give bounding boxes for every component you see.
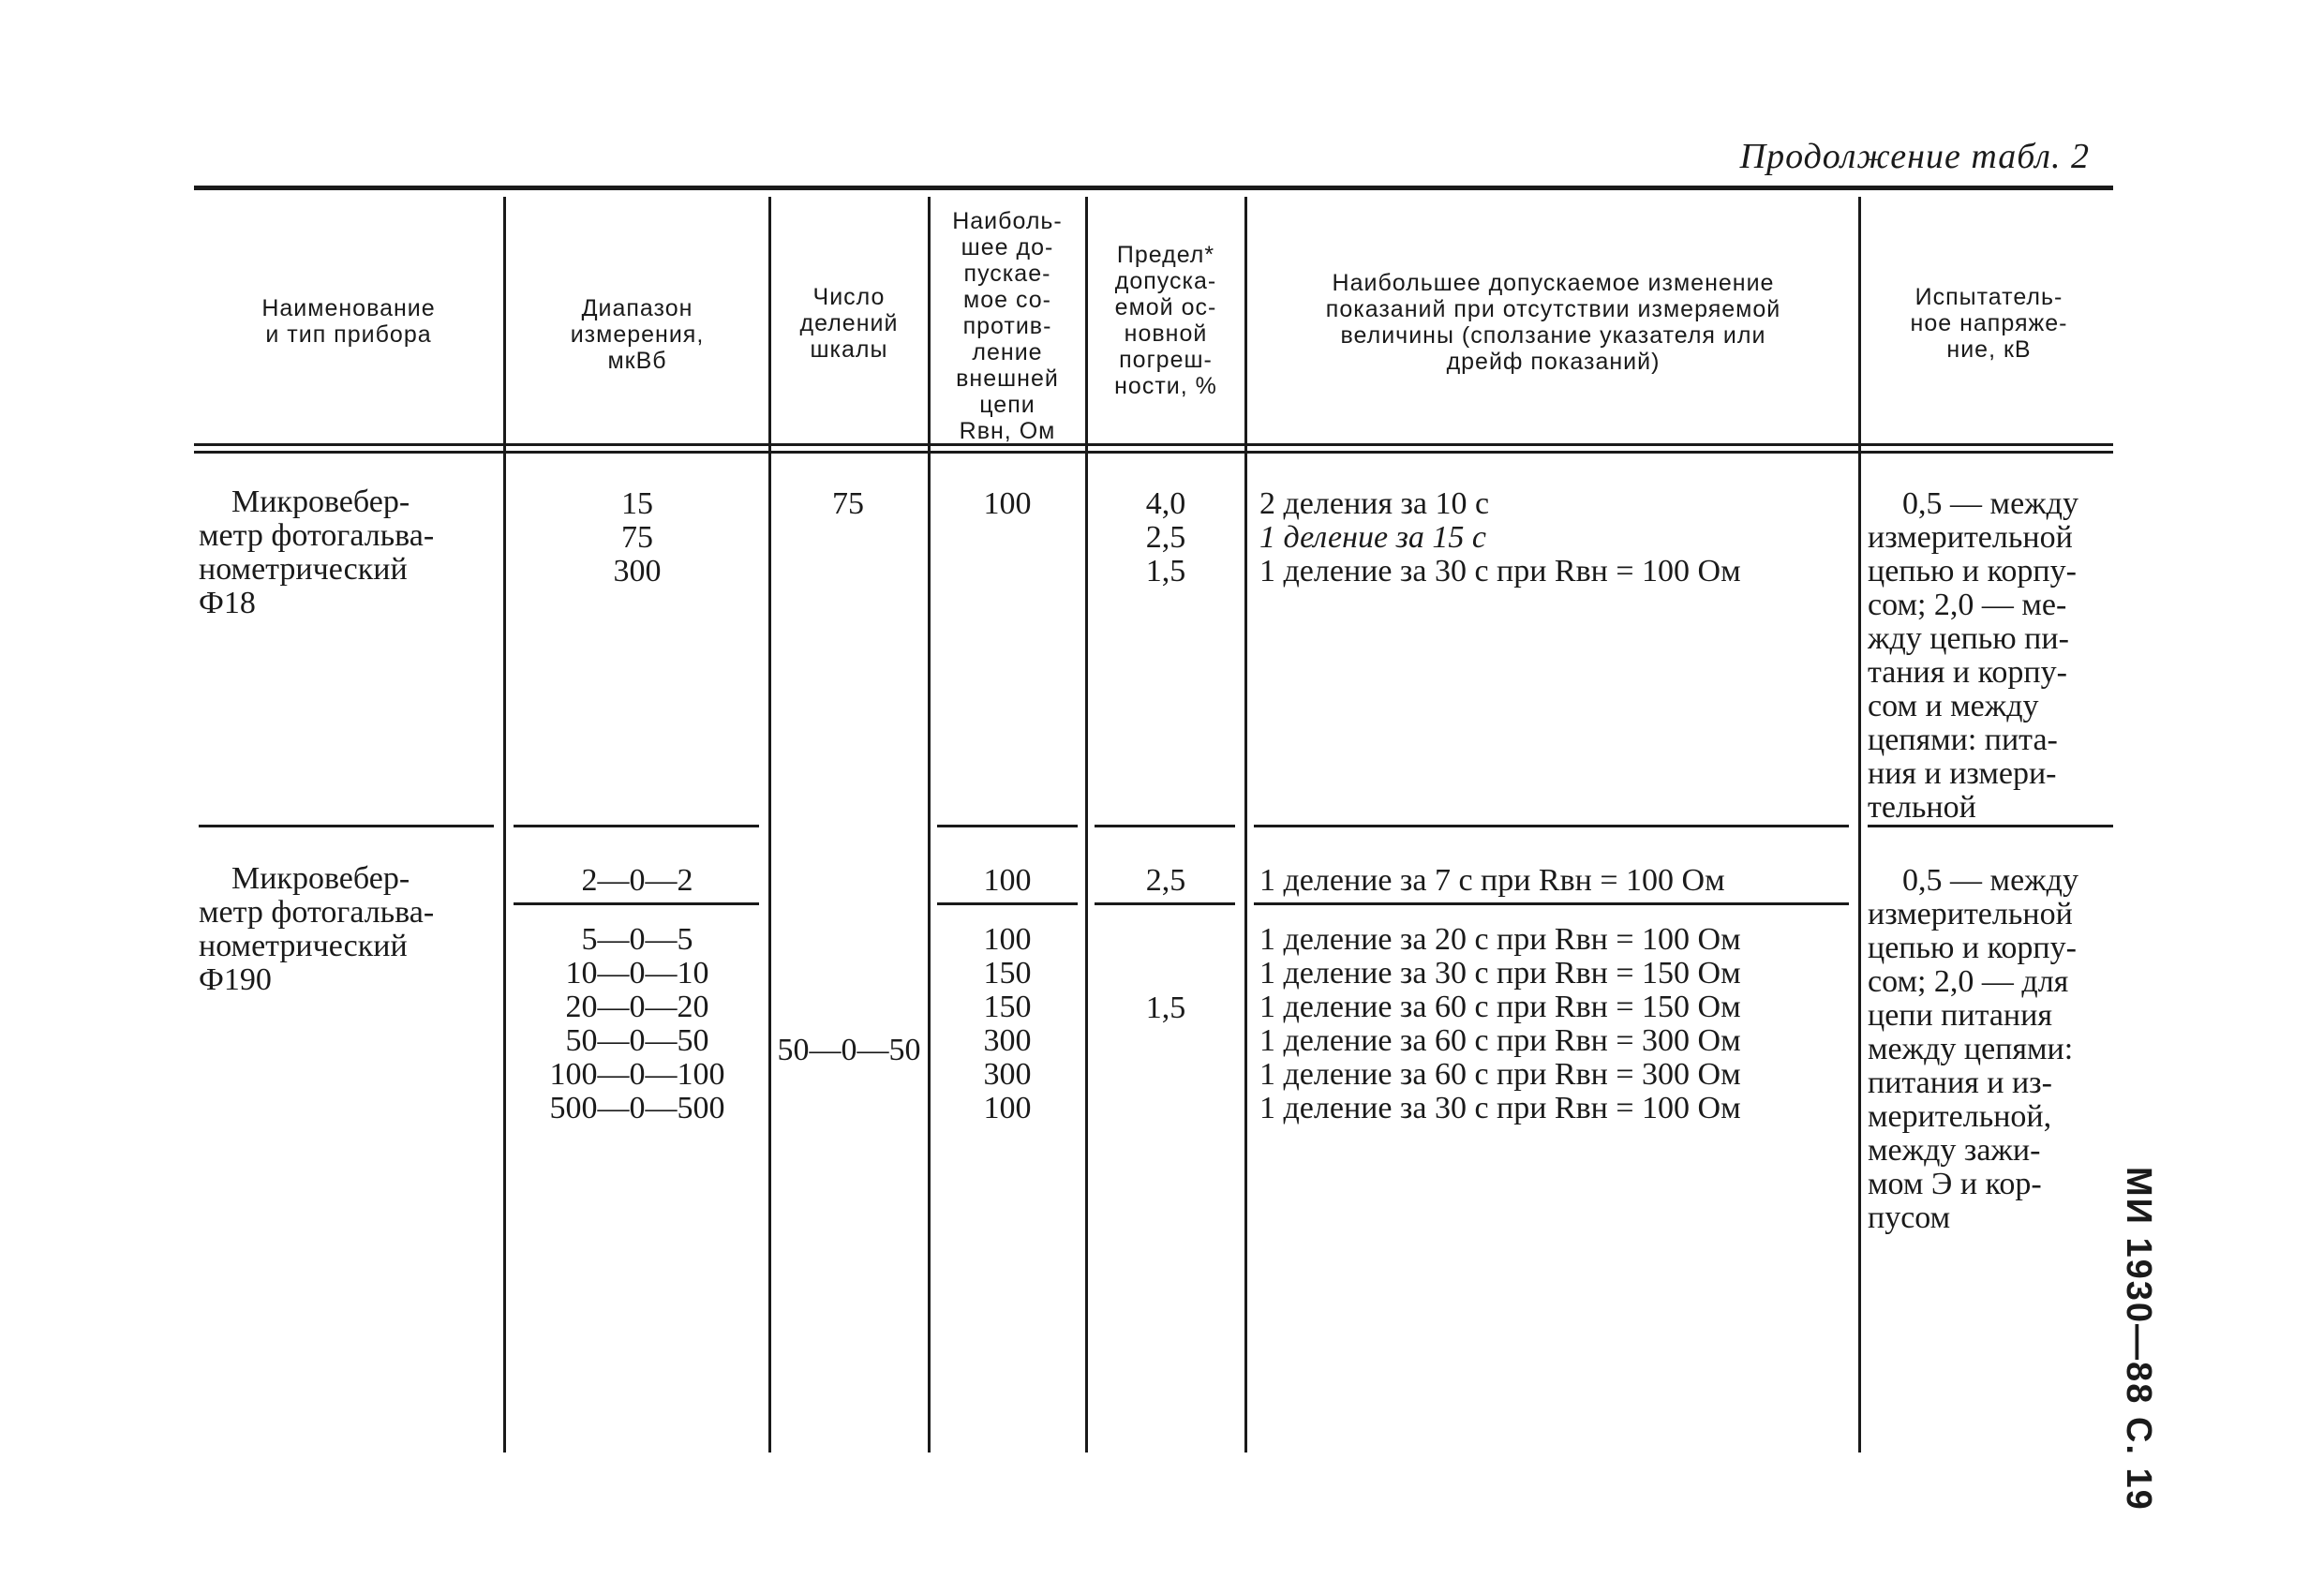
row1-voltage: 0,5 — между измерительной цепью и корпу- сом; 2,0 — ме- жду цепью пи- тания и корпу- сом и между цепями: пита- ния и измери- тельной [1868, 486, 2078, 825]
header-bottom-rule-1 [194, 443, 2113, 446]
table-top-rule [194, 186, 2113, 190]
header-divisions: Число делений шкалы [799, 284, 899, 363]
row1-error: 4,0 2,5 1,5 [1145, 486, 1186, 588]
header-drift: Наибольшее допускаемое изменение показаний при отсутствии измеряемой величины (сползание указателя или дрейф показаний) [1325, 270, 1781, 375]
row2-drift: 1 деление за 20 с при Rвн = 100 Ом 1 деление за 30 с при Rвн = 150 Ом 1 деление за 60 с при Rвн = 150 Ом 1 деление за 60 с при Rвн = 300 Ом 1 деление за 60 с при Rвн = 300 Ом 1 деление за 30 с при Rвн = 100 Ом [1259, 922, 1741, 1125]
column-divider-2 [768, 197, 771, 1452]
column-divider-4 [1085, 197, 1088, 1452]
row1-drift: 2 деления за 10 с 1 деление за 15 с 1 деление за 30 с при Rвн = 100 Ом [1259, 486, 1741, 588]
column-divider-5 [1244, 197, 1247, 1452]
row1-name: Микровебер- метр фотогальва- нометрический Ф18 [199, 484, 435, 620]
row2-voltage: 0,5 — между измерительной цепью и корпу- сом; 2,0 — для цепи питания между цепями: питания и из- мерительной, между зажи- мом Э и кор- пусом [1868, 863, 2078, 1235]
table-caption: Продолжение табл. 2 [1739, 137, 2090, 176]
row-separator-drift [1254, 825, 1849, 827]
subrow-separator-drift [1254, 902, 1849, 905]
row-separator-error [1095, 825, 1235, 827]
row-separator-resistance [937, 825, 1078, 827]
row2-divisions: 50—0—50 [777, 1033, 921, 1067]
column-divider-3 [928, 197, 931, 1452]
row1-divisions: 75 [832, 486, 864, 521]
row2-range: 5—0—5 10—0—10 20—0—20 50—0—50 100—0—100 500—0—500 [549, 922, 725, 1125]
row-separator-range [514, 825, 759, 827]
row1-resistance: 100 [983, 486, 1032, 521]
row1-range: 15 75 300 [613, 486, 662, 588]
row2-drift-first: 1 деление за 7 с при Rвн = 100 Ом [1259, 863, 1725, 898]
header-resistance: Наиболь- шее до- пускае- мое со- против- ление внешней цепи Rвн, Ом [952, 208, 1063, 444]
row2-error: 1,5 [1145, 991, 1186, 1025]
row2-range-first: 2—0—2 [581, 863, 693, 898]
header-bottom-rule-2 [194, 451, 2113, 454]
header-voltage: Испытатель- ное напряже- ние, кВ [1910, 284, 2068, 363]
row2-resistance-first: 100 [983, 863, 1032, 898]
row2-name: Микровебер- метр фотогальва- нометрический Ф190 [199, 861, 435, 997]
row-separator-name [199, 825, 494, 827]
row2-resistance: 100 150 150 300 300 100 [983, 922, 1032, 1125]
header-name: Наименование и тип прибора [261, 295, 436, 348]
column-divider-1 [503, 197, 506, 1452]
column-divider-6 [1858, 197, 1861, 1452]
header-error: Предел* допуска- емой ос- новной погреш- ности, % [1114, 242, 1217, 399]
row-separator-voltage [1868, 825, 2113, 827]
header-range: Диапазон измерения, мкВб [570, 295, 705, 374]
row2-error-first: 2,5 [1145, 863, 1186, 898]
subrow-separator-resistance [937, 902, 1078, 905]
subrow-separator-range [514, 902, 759, 905]
subrow-separator-error [1095, 902, 1235, 905]
page-code: МИ 1930—88 С. 19 [2119, 1167, 2158, 1512]
